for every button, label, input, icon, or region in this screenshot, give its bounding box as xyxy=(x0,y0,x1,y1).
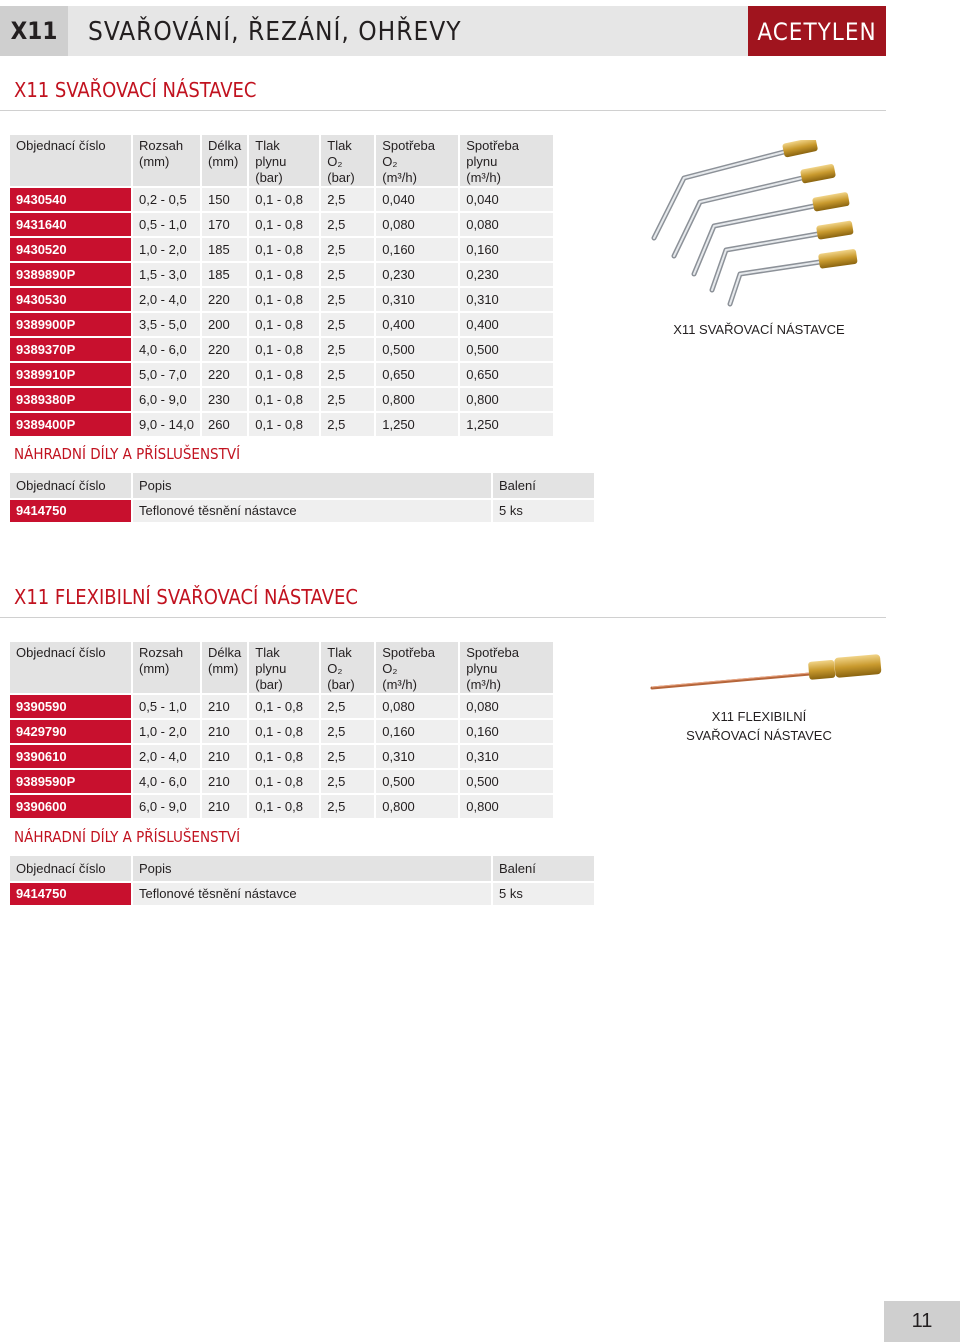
column-header-line: (mm) xyxy=(139,154,170,169)
order-number: 9390610 xyxy=(10,745,131,768)
table-cell: 220 xyxy=(202,363,247,386)
table-cell: 0,800 xyxy=(460,388,553,411)
column-header-line: Tlak O₂ xyxy=(327,645,352,676)
table-cell: 1,250 xyxy=(460,413,553,436)
table-cell: 5 ks xyxy=(493,500,594,522)
column-header xyxy=(133,642,200,693)
table-cell: Teflonové těsnění nástavce xyxy=(133,500,491,522)
column-header xyxy=(10,642,131,693)
spec-table-welding-tips xyxy=(8,133,555,438)
table-cell: 0,160 xyxy=(460,720,553,743)
column-header-line: Spotřeba plynu xyxy=(466,138,520,169)
table-row xyxy=(10,238,553,261)
order-number: 9414750 xyxy=(10,500,131,522)
column-header-line: (mm) xyxy=(208,661,239,676)
column-header xyxy=(202,642,247,693)
table-cell: 5,0 - 7,0 xyxy=(133,363,200,386)
table-cell: 0,400 xyxy=(376,313,458,336)
table-cell: 0,080 xyxy=(460,695,553,718)
table-cell: 2,5 xyxy=(321,238,374,261)
table-cell: 0,1 - 0,8 xyxy=(249,745,319,768)
table-cell: 260 xyxy=(202,413,247,436)
spare-parts-table-2 xyxy=(8,854,596,907)
table-header-row xyxy=(10,642,553,693)
section-title-welding-tips: X11 SVAŘOVACÍ NÁSTAVEC xyxy=(14,78,257,102)
table-row xyxy=(10,413,553,436)
table-row xyxy=(10,338,553,361)
table-row xyxy=(10,263,553,286)
table-cell: 210 xyxy=(202,770,247,793)
column-header-line: Rozsah xyxy=(139,645,184,660)
table-cell: 0,1 - 0,8 xyxy=(249,288,319,311)
column-header-line: (mm) xyxy=(208,154,239,169)
table-cell: 2,5 xyxy=(321,795,374,818)
column-header-line: Rozsah xyxy=(139,138,184,153)
spare-parts-title-2: NÁHRADNÍ DÍLY A PŘÍSLUŠENSTVÍ xyxy=(14,828,241,846)
column-header: Balení xyxy=(493,856,594,881)
table-cell: 0,160 xyxy=(460,238,553,261)
table-cell: Teflonové těsnění nástavce xyxy=(133,883,491,905)
table-cell: 0,1 - 0,8 xyxy=(249,188,319,211)
table-cell: 1,0 - 2,0 xyxy=(133,720,200,743)
column-header-line: Spotřeba plynu xyxy=(466,645,520,676)
order-number: 9430520 xyxy=(10,238,131,261)
table-row xyxy=(10,188,553,211)
table-cell: 0,1 - 0,8 xyxy=(249,720,319,743)
column-header xyxy=(249,135,319,186)
table-row xyxy=(10,500,594,522)
table-cell: 0,1 - 0,8 xyxy=(249,695,319,718)
caption-line: SVAŘOVACÍ NÁSTAVEC xyxy=(686,728,832,743)
table-cell: 2,5 xyxy=(321,388,374,411)
table-cell: 0,230 xyxy=(460,263,553,286)
column-header-line: (bar) xyxy=(327,677,355,692)
order-number: 9429790 xyxy=(10,720,131,743)
table-cell: 0,650 xyxy=(376,363,458,386)
column-header xyxy=(249,642,319,693)
table-cell: 0,5 - 1,0 xyxy=(133,213,200,236)
column-header: Popis xyxy=(133,473,491,498)
section-title-flexible-tip: X11 FLEXIBILNÍ SVAŘOVACÍ NÁSTAVEC xyxy=(14,585,358,609)
table-cell: 0,500 xyxy=(460,338,553,361)
table-cell: 5 ks xyxy=(493,883,594,905)
table-cell: 0,040 xyxy=(460,188,553,211)
table-cell: 2,5 xyxy=(321,288,374,311)
chapter-title: SVAŘOVÁNÍ, ŘEZÁNÍ, OHŘEVY xyxy=(88,17,462,47)
table-cell: 0,160 xyxy=(376,238,458,261)
table-row xyxy=(10,313,553,336)
table-cell: 0,1 - 0,8 xyxy=(249,795,319,818)
table-cell: 0,310 xyxy=(460,288,553,311)
table-cell: 185 xyxy=(202,238,247,261)
table-cell: 2,5 xyxy=(321,413,374,436)
table-cell: 2,5 xyxy=(321,363,374,386)
table-cell: 0,500 xyxy=(376,338,458,361)
column-header-line: (m³/h) xyxy=(466,170,501,185)
order-number: 9389900P xyxy=(10,313,131,336)
table-cell: 0,040 xyxy=(376,188,458,211)
table-cell: 2,5 xyxy=(321,770,374,793)
table-cell: 170 xyxy=(202,213,247,236)
column-header-line: (m³/h) xyxy=(382,170,417,185)
table-cell: 0,1 - 0,8 xyxy=(249,263,319,286)
table-row xyxy=(10,883,594,905)
order-number: 9389370P xyxy=(10,338,131,361)
table-cell: 1,5 - 3,0 xyxy=(133,263,200,286)
table-cell: 2,5 xyxy=(321,188,374,211)
table-cell: 0,5 - 1,0 xyxy=(133,695,200,718)
table-cell: 230 xyxy=(202,388,247,411)
table-cell: 2,0 - 4,0 xyxy=(133,745,200,768)
caption-line: X11 FLEXIBILNÍ xyxy=(711,709,807,724)
table-cell: 0,080 xyxy=(376,213,458,236)
column-header xyxy=(133,135,200,186)
table-row xyxy=(10,695,553,718)
table-cell: 0,1 - 0,8 xyxy=(249,770,319,793)
column-header-line: (m³/h) xyxy=(466,677,501,692)
column-header xyxy=(376,642,458,693)
product-caption-flexible-tip xyxy=(670,707,848,745)
column-header: Objednací číslo xyxy=(10,856,131,881)
table-row xyxy=(10,720,553,743)
table-row xyxy=(10,213,553,236)
order-number: 9389890P xyxy=(10,263,131,286)
table-row xyxy=(10,363,553,386)
column-header xyxy=(321,642,374,693)
column-header: Objednací číslo xyxy=(10,473,131,498)
table-cell: 2,0 - 4,0 xyxy=(133,288,200,311)
table-cell: 2,5 xyxy=(321,313,374,336)
column-header-line: Délka xyxy=(208,645,242,660)
table-cell: 0,2 - 0,5 xyxy=(133,188,200,211)
table-cell: 2,5 xyxy=(321,695,374,718)
table-cell: 1,250 xyxy=(376,413,458,436)
table-cell: 3,5 - 5,0 xyxy=(133,313,200,336)
table-cell: 2,5 xyxy=(321,745,374,768)
section-divider xyxy=(0,617,886,618)
column-header-line: Tlak plynu xyxy=(255,138,287,169)
table-cell: 0,230 xyxy=(376,263,458,286)
order-number: 9430540 xyxy=(10,188,131,211)
table-cell: 0,080 xyxy=(376,695,458,718)
column-header-line: Spotřeba O₂ xyxy=(382,645,436,676)
table-cell: 0,500 xyxy=(460,770,553,793)
column-header-line: (bar) xyxy=(255,170,283,185)
order-number: 9390590 xyxy=(10,695,131,718)
table-cell: 1,0 - 2,0 xyxy=(133,238,200,261)
column-header xyxy=(202,135,247,186)
spare-parts-title-1: NÁHRADNÍ DÍLY A PŘÍSLUŠENSTVÍ xyxy=(14,445,241,463)
column-header-line: (bar) xyxy=(327,170,355,185)
column-header xyxy=(376,135,458,186)
column-header-line: (m³/h) xyxy=(382,677,417,692)
flexible-tip-image xyxy=(650,648,886,694)
column-header-line: Spotřeba O₂ xyxy=(382,138,436,169)
table-cell: 4,0 - 6,0 xyxy=(133,338,200,361)
table-cell: 0,400 xyxy=(460,313,553,336)
table-cell: 0,310 xyxy=(376,288,458,311)
column-header: Balení xyxy=(493,473,594,498)
order-number: 9390600 xyxy=(10,795,131,818)
page-header xyxy=(0,6,886,56)
column-header-line: Objednací číslo xyxy=(16,138,106,153)
column-header-line: Tlak O₂ xyxy=(327,138,352,169)
column-header: Popis xyxy=(133,856,491,881)
table-cell: 185 xyxy=(202,263,247,286)
table-row xyxy=(10,388,553,411)
table-cell: 210 xyxy=(202,795,247,818)
table-cell: 0,650 xyxy=(460,363,553,386)
spare-parts-table-1 xyxy=(8,471,596,524)
table-cell: 0,800 xyxy=(376,795,458,818)
table-cell: 0,1 - 0,8 xyxy=(249,313,319,336)
column-header xyxy=(460,642,553,693)
table-cell: 0,1 - 0,8 xyxy=(249,363,319,386)
table-cell: 0,310 xyxy=(460,745,553,768)
table-cell: 220 xyxy=(202,288,247,311)
spec-table-flexible-tip xyxy=(8,640,555,820)
table-cell: 2,5 xyxy=(321,720,374,743)
table-row xyxy=(10,288,553,311)
table-cell: 2,5 xyxy=(321,263,374,286)
table-cell: 210 xyxy=(202,745,247,768)
table-cell: 0,1 - 0,8 xyxy=(249,413,319,436)
order-number: 9389400P xyxy=(10,413,131,436)
table-cell: 0,800 xyxy=(460,795,553,818)
table-cell: 150 xyxy=(202,188,247,211)
table-cell: 0,1 - 0,8 xyxy=(249,238,319,261)
tip-2 xyxy=(674,164,836,256)
order-number: 9389590P xyxy=(10,770,131,793)
table-cell: 9,0 - 14,0 xyxy=(133,413,200,436)
table-cell: 0,1 - 0,8 xyxy=(249,338,319,361)
order-number: 9389380P xyxy=(10,388,131,411)
table-cell: 0,310 xyxy=(376,745,458,768)
order-number: 9430530 xyxy=(10,288,131,311)
column-header xyxy=(10,135,131,186)
chapter-code: X11 xyxy=(0,6,68,56)
caption-line: X11 SVAŘOVACÍ NÁSTAVCE xyxy=(673,322,845,337)
table-cell: 0,080 xyxy=(460,213,553,236)
order-number: 9389910P xyxy=(10,363,131,386)
column-header-line: Délka xyxy=(208,138,242,153)
table-cell: 210 xyxy=(202,695,247,718)
column-header xyxy=(460,135,553,186)
column-header-line: Objednací číslo xyxy=(16,645,106,660)
table-cell: 220 xyxy=(202,338,247,361)
column-header-line: (bar) xyxy=(255,677,283,692)
table-cell: 4,0 - 6,0 xyxy=(133,770,200,793)
table-cell: 0,160 xyxy=(376,720,458,743)
table-header-row xyxy=(10,856,594,881)
table-cell: 0,1 - 0,8 xyxy=(249,213,319,236)
table-cell: 6,0 - 9,0 xyxy=(133,388,200,411)
table-cell: 0,800 xyxy=(376,388,458,411)
gas-type-tag: ACETYLEN xyxy=(748,6,886,56)
page-number: 11 xyxy=(884,1301,960,1342)
column-header-line: (mm) xyxy=(139,661,170,676)
table-header-row xyxy=(10,135,553,186)
order-number: 9431640 xyxy=(10,213,131,236)
product-caption-welding-tips xyxy=(670,320,848,339)
table-header-row xyxy=(10,473,594,498)
table-cell: 2,5 xyxy=(321,213,374,236)
table-row xyxy=(10,795,553,818)
table-cell: 210 xyxy=(202,720,247,743)
column-header-line: Tlak plynu xyxy=(255,645,287,676)
tip-5 xyxy=(730,249,858,304)
table-cell: 0,500 xyxy=(376,770,458,793)
table-row xyxy=(10,745,553,768)
section-divider xyxy=(0,110,886,111)
welding-tips-image xyxy=(646,140,868,308)
table-cell: 0,1 - 0,8 xyxy=(249,388,319,411)
table-cell: 6,0 - 9,0 xyxy=(133,795,200,818)
table-cell: 200 xyxy=(202,313,247,336)
table-cell: 2,5 xyxy=(321,338,374,361)
column-header xyxy=(321,135,374,186)
table-row xyxy=(10,770,553,793)
order-number: 9414750 xyxy=(10,883,131,905)
